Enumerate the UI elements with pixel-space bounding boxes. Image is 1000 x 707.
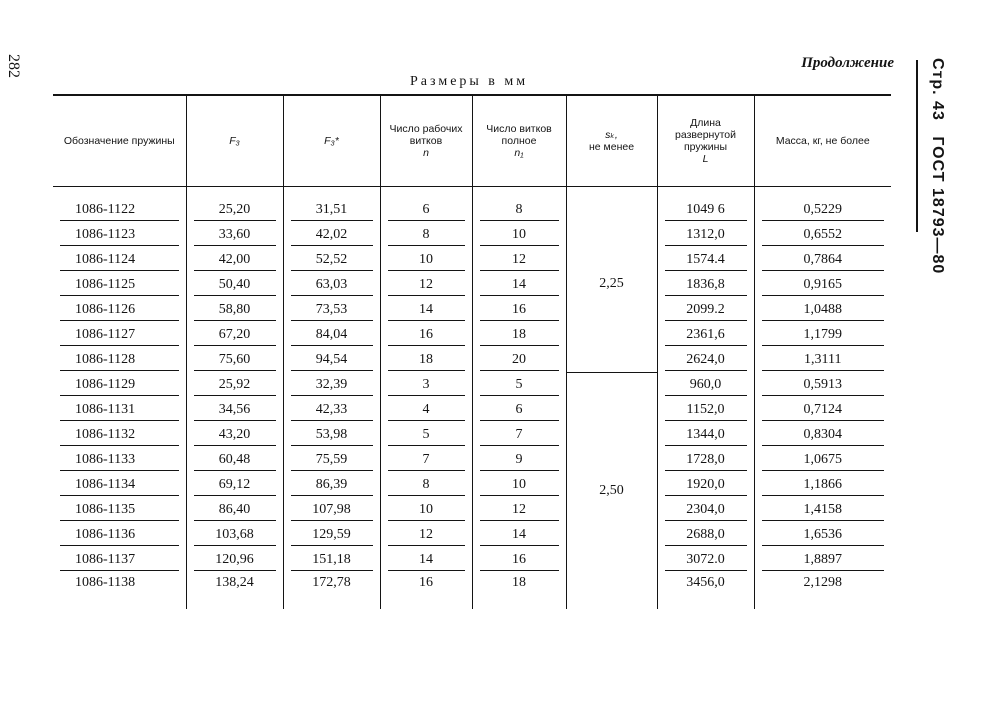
cell-n1: 14 xyxy=(472,522,566,547)
page-number: 282 xyxy=(5,54,22,78)
cell-n1: 9 xyxy=(472,447,566,472)
cell-f3: 138,24 xyxy=(186,572,283,609)
cell-length: 3456,0 xyxy=(657,572,754,609)
cell-designation: 1086-1127 xyxy=(53,322,186,347)
cell-sk: 2,25 xyxy=(566,197,657,372)
cell-designation: 1086-1128 xyxy=(53,347,186,372)
cell-length: 1574.4 xyxy=(657,247,754,272)
cell-n1: 18 xyxy=(472,322,566,347)
cell-designation: 1086-1133 xyxy=(53,447,186,472)
cell-n: 16 xyxy=(380,322,472,347)
cell-length: 2304,0 xyxy=(657,497,754,522)
cell-n: 14 xyxy=(380,547,472,572)
cell-f3: 34,56 xyxy=(186,397,283,422)
cell-n1: 14 xyxy=(472,272,566,297)
header-designation: Обозначение пружины xyxy=(53,95,186,187)
table-row xyxy=(53,447,891,472)
cell-f3-star: 151,18 xyxy=(283,547,380,572)
cell-f3-star: 107,98 xyxy=(283,497,380,522)
table-row xyxy=(53,497,891,522)
table-row xyxy=(53,572,891,609)
cell-n: 12 xyxy=(380,522,472,547)
cell-length: 1312,0 xyxy=(657,222,754,247)
cell-length: 1920,0 xyxy=(657,472,754,497)
cell-n1: 16 xyxy=(472,297,566,322)
cell-f3: 69,12 xyxy=(186,472,283,497)
cell-f3-star: 42,02 xyxy=(283,222,380,247)
header-working-turns: Число рабочих витков n xyxy=(380,95,472,187)
cell-designation: 1086-1129 xyxy=(53,372,186,397)
table-row xyxy=(53,547,891,572)
table-row xyxy=(53,322,891,347)
header-length: Длина развернутой пружины L xyxy=(657,95,754,187)
cell-f3-star: 172,78 xyxy=(283,572,380,609)
cell-n1: 12 xyxy=(472,247,566,272)
cell-n: 3 xyxy=(380,372,472,397)
cell-designation: 1086-1123 xyxy=(53,222,186,247)
cell-n1: 10 xyxy=(472,472,566,497)
cell-mass: 0,5913 xyxy=(754,372,891,397)
side-header-page: Стр. 43 xyxy=(929,58,946,121)
cell-f3: 75,60 xyxy=(186,347,283,372)
table-header-row xyxy=(53,95,891,187)
table-row xyxy=(53,222,891,247)
cell-n1: 18 xyxy=(472,572,566,609)
cell-n1: 8 xyxy=(472,197,566,222)
cell-designation: 1086-1131 xyxy=(53,397,186,422)
table-row xyxy=(53,422,891,447)
cell-length: 960,0 xyxy=(657,372,754,397)
cell-n: 14 xyxy=(380,297,472,322)
cell-f3: 120,96 xyxy=(186,547,283,572)
cell-n: 5 xyxy=(380,422,472,447)
cell-mass: 0,8304 xyxy=(754,422,891,447)
cell-n1: 10 xyxy=(472,222,566,247)
cell-f3: 103,68 xyxy=(186,522,283,547)
cell-n: 7 xyxy=(380,447,472,472)
table-row xyxy=(53,272,891,297)
cell-designation: 1086-1132 xyxy=(53,422,186,447)
header-total-turns: Число витков полное n₁ xyxy=(472,95,566,187)
cell-f3: 60,48 xyxy=(186,447,283,472)
cell-mass: 1,1799 xyxy=(754,322,891,347)
cell-n: 10 xyxy=(380,247,472,272)
side-header xyxy=(928,58,946,284)
cell-f3-star: 32,39 xyxy=(283,372,380,397)
cell-mass: 0,9165 xyxy=(754,272,891,297)
cell-designation: 1086-1124 xyxy=(53,247,186,272)
cell-f3-star: 53,98 xyxy=(283,422,380,447)
cell-length: 1152,0 xyxy=(657,397,754,422)
cell-mass: 2,1298 xyxy=(754,572,891,609)
cell-f3: 50,40 xyxy=(186,272,283,297)
cell-designation: 1086-1122 xyxy=(53,197,186,222)
cell-n: 6 xyxy=(380,197,472,222)
table-row xyxy=(53,397,891,422)
cell-mass: 1,8897 xyxy=(754,547,891,572)
cell-n1: 16 xyxy=(472,547,566,572)
table-row xyxy=(53,522,891,547)
cell-f3: 25,92 xyxy=(186,372,283,397)
cell-length: 1836,8 xyxy=(657,272,754,297)
header-f3: F₃ xyxy=(186,95,283,187)
cell-mass: 0,7864 xyxy=(754,247,891,272)
cell-f3: 86,40 xyxy=(186,497,283,522)
cell-n: 12 xyxy=(380,272,472,297)
cell-f3-star: 52,52 xyxy=(283,247,380,272)
cell-designation: 1086-1126 xyxy=(53,297,186,322)
cell-length: 3072.0 xyxy=(657,547,754,572)
cell-n1: 20 xyxy=(472,347,566,372)
cell-f3: 43,20 xyxy=(186,422,283,447)
cell-length: 2361,6 xyxy=(657,322,754,347)
cell-f3-star: 31,51 xyxy=(283,197,380,222)
cell-mass: 1,0488 xyxy=(754,297,891,322)
cell-f3: 58,80 xyxy=(186,297,283,322)
table-row xyxy=(53,372,891,397)
cell-mass: 1,4158 xyxy=(754,497,891,522)
table-row xyxy=(53,472,891,497)
header-f3-star: F₃* xyxy=(283,95,380,187)
cell-designation: 1086-1135 xyxy=(53,497,186,522)
cell-length: 2624,0 xyxy=(657,347,754,372)
cell-f3-star: 86,39 xyxy=(283,472,380,497)
spring-spec-table xyxy=(53,94,891,609)
cell-mass: 1,3111 xyxy=(754,347,891,372)
table-row xyxy=(53,347,891,372)
header-sk: sₖ, не менее xyxy=(566,95,657,187)
cell-designation: 1086-1136 xyxy=(53,522,186,547)
cell-n1: 5 xyxy=(472,372,566,397)
cell-f3-star: 63,03 xyxy=(283,272,380,297)
table-row xyxy=(53,247,891,272)
side-header-rule xyxy=(916,60,918,232)
cell-f3: 33,60 xyxy=(186,222,283,247)
cell-designation: 1086-1137 xyxy=(53,547,186,572)
cell-designation: 1086-1138 xyxy=(75,575,136,590)
cell-mass: 0,5229 xyxy=(754,197,891,222)
cell-n: 8 xyxy=(380,472,472,497)
cell-designation: 1086-1125 xyxy=(53,272,186,297)
cell-f3: 67,20 xyxy=(186,322,283,347)
cell-length: 1728,0 xyxy=(657,447,754,472)
cell-mass: 0,6552 xyxy=(754,222,891,247)
cell-n: 8 xyxy=(380,222,472,247)
cell-mass: 1,1866 xyxy=(754,472,891,497)
cell-mass: 1,0675 xyxy=(754,447,891,472)
cell-mass: 0,7124 xyxy=(754,397,891,422)
cell-f3-star: 129,59 xyxy=(283,522,380,547)
cell-n1: 6 xyxy=(472,397,566,422)
cell-n: 4 xyxy=(380,397,472,422)
cell-f3-star: 94,54 xyxy=(283,347,380,372)
cell-length: 2099.2 xyxy=(657,297,754,322)
cell-mass: 1,6536 xyxy=(754,522,891,547)
cell-n: 10 xyxy=(380,497,472,522)
cell-f3: 25,20 xyxy=(186,197,283,222)
cell-length: 2688,0 xyxy=(657,522,754,547)
side-header-standard: ГОСТ 18793—80 xyxy=(929,136,946,275)
cell-n: 16 xyxy=(380,572,472,609)
cell-f3: 42,00 xyxy=(186,247,283,272)
cell-n: 18 xyxy=(380,347,472,372)
cell-n1: 12 xyxy=(472,497,566,522)
table-row xyxy=(53,197,891,222)
cell-f3-star: 84,04 xyxy=(283,322,380,347)
cell-length: 1344,0 xyxy=(657,422,754,447)
continuation-label: Продолжение xyxy=(801,55,894,71)
cell-f3-star: 73,53 xyxy=(283,297,380,322)
units-caption: Размеры в мм xyxy=(410,74,529,89)
cell-f3-star: 75,59 xyxy=(283,447,380,472)
table-row xyxy=(53,297,891,322)
cell-sk: 2,50 xyxy=(566,372,657,609)
cell-n1: 7 xyxy=(472,422,566,447)
cell-length: 1049 6 xyxy=(657,197,754,222)
cell-designation: 1086-1134 xyxy=(53,472,186,497)
header-mass: Масса, кг, не более xyxy=(754,95,891,187)
cell-f3-star: 42,33 xyxy=(283,397,380,422)
